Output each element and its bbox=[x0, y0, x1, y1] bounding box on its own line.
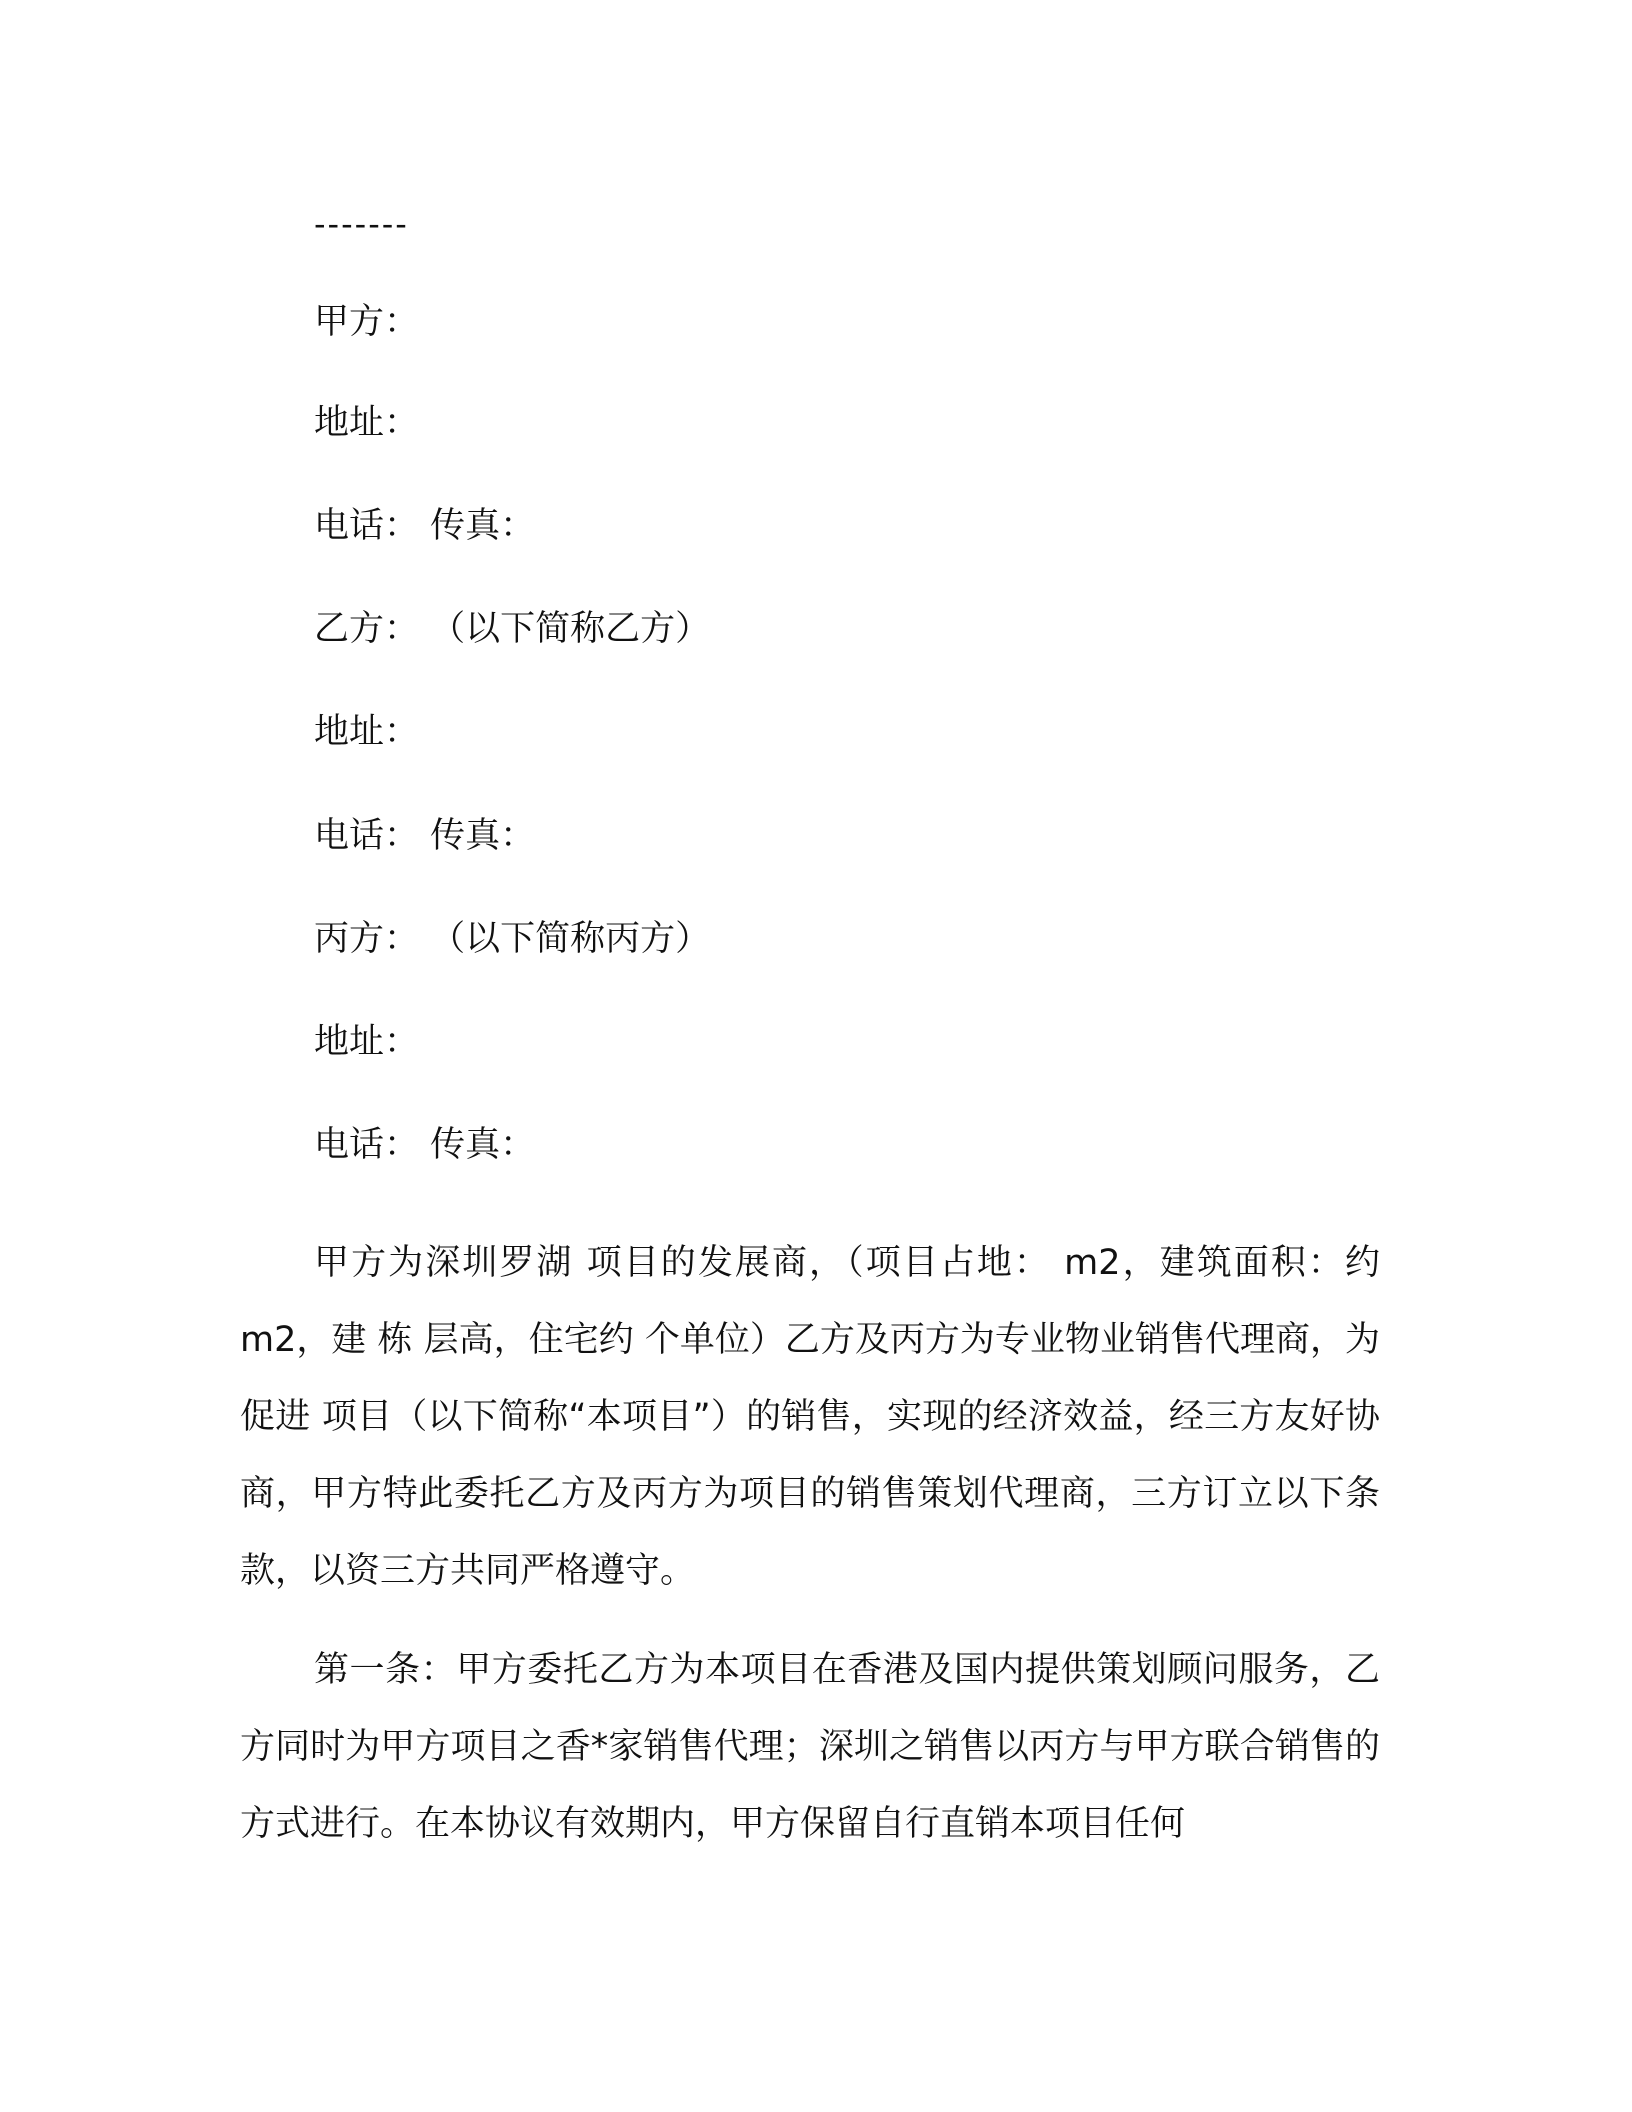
party-b-phone-fax: 电话： 传真： bbox=[314, 816, 536, 856]
party-b-label: 乙方： （以下简称乙方） bbox=[314, 609, 711, 649]
party-c-phone-fax: 电话： 传真： bbox=[314, 1125, 536, 1165]
party-c-label: 丙方： （以下简称丙方） bbox=[314, 919, 711, 959]
separator-line: ------- bbox=[314, 205, 409, 243]
party-b-address: 地址： bbox=[314, 712, 420, 752]
article-one-paragraph: 第一条：甲方委托乙方为本项目在香港及国内提供策划顾问服务，乙方同时为甲方项目之香*家销售代理；深圳之销售以丙方与甲方联合销售的方式进行。在本协议有效期内，甲方保留自行直销本项目任何 bbox=[240, 1650, 1380, 1844]
intro-paragraph: 甲方为深圳罗湖 项目的发展商，（项目占地： m2，建筑面积：约 m2，建 栋 层高，住宅约 个单位）乙方及丙方为专业物业销售代理商，为促进 项目（以下简称“本项目”）的销售，实现的经济效益，经三方友好协商，甲方特此委托乙方及丙方为项目的销售策划代理商，三方订立以下条款，以资三方共同严格遵守。 bbox=[240, 1243, 1380, 1591]
party-a-label: 甲方： bbox=[314, 302, 420, 342]
party-a-address: 地址： bbox=[314, 403, 420, 443]
party-c-address: 地址： bbox=[314, 1022, 420, 1062]
party-a-phone-fax: 电话： 传真： bbox=[314, 506, 536, 546]
